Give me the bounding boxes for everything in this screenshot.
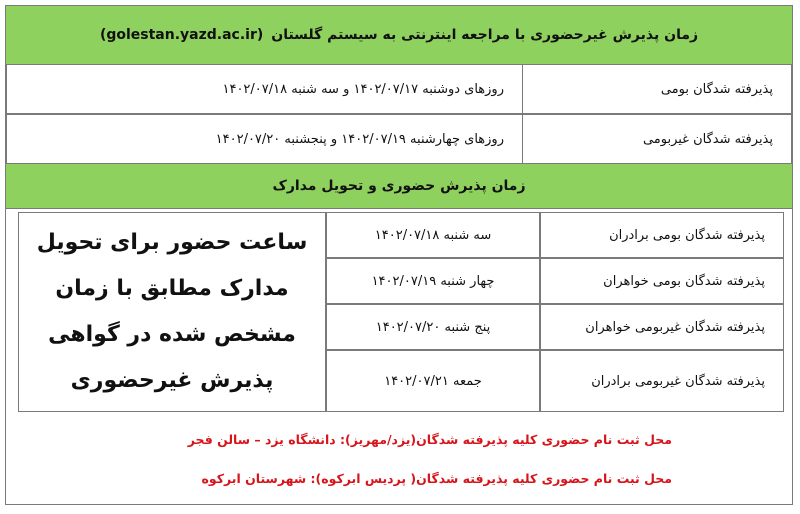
registration-schedule-document <box>5 5 793 505</box>
attendance-note: ساعت حضور برای تحویل مدارک مطابق با زمان مشخص شده در گواهی پذیرش غیرحضوری <box>36 230 308 393</box>
registration-locations <box>6 414 792 504</box>
in-person-row-date: پنج شنبه ۱۴۰۲/۰۷/۲۰ <box>326 304 540 350</box>
in-person-admission-title: زمان پذیرش حضوری و تحویل مدارک <box>272 178 526 194</box>
attendance-note-box <box>18 212 326 412</box>
location-yazd: محل ثبت نام حضوری کلیه پذیرفته شدگان(یزد/مهریز): دانشگاه یزد – سالن فجر <box>187 432 672 447</box>
online-row-label: پذیرفته شدگان غیربومی <box>520 114 792 164</box>
in-person-row-label: پذیرفته شدگان غیربومی برادران <box>540 350 784 412</box>
in-person-row-date: چهار شنبه ۱۴۰۲/۰۷/۱۹ <box>326 258 540 304</box>
in-person-row-date: جمعه ۱۴۰۲/۰۷/۲۱ <box>326 350 540 412</box>
in-person-row-label: پذیرفته شدگان بومی خواهران <box>540 258 784 304</box>
location-abarkooh: محل ثبت نام حضوری کلیه پذیرفته شدگان( پردیس ابرکوه): شهرستان ابرکوه <box>201 471 672 486</box>
in-person-row-label: پذیرفته شدگان بومی برادران <box>540 212 784 258</box>
online-admission-title: زمان پذیرش غیرحضوری با مراجعه اینترنتی به سیستم گلستان <box>271 27 699 43</box>
online-row-value: روزهای دوشنبه ۱۴۰۲/۰۷/۱۷ و سه شنبه ۱۴۰۲/۰۷/۱۸ <box>6 64 523 114</box>
online-admission-header <box>6 6 792 65</box>
golestan-url: (golestan.yazd.ac.ir) <box>99 27 264 43</box>
in-person-row-label: پذیرفته شدگان غیربومی خواهران <box>540 304 784 350</box>
online-row-value: روزهای چهارشنبه ۱۴۰۲/۰۷/۱۹ و پنجشنبه ۱۴۰۲/۰۷/۲۰ <box>6 114 523 164</box>
in-person-admission-header <box>6 164 792 209</box>
in-person-row-date: سه شنبه ۱۴۰۲/۰۷/۱۸ <box>326 212 540 258</box>
online-row-label: پذیرفته شدگان بومی <box>520 64 792 114</box>
